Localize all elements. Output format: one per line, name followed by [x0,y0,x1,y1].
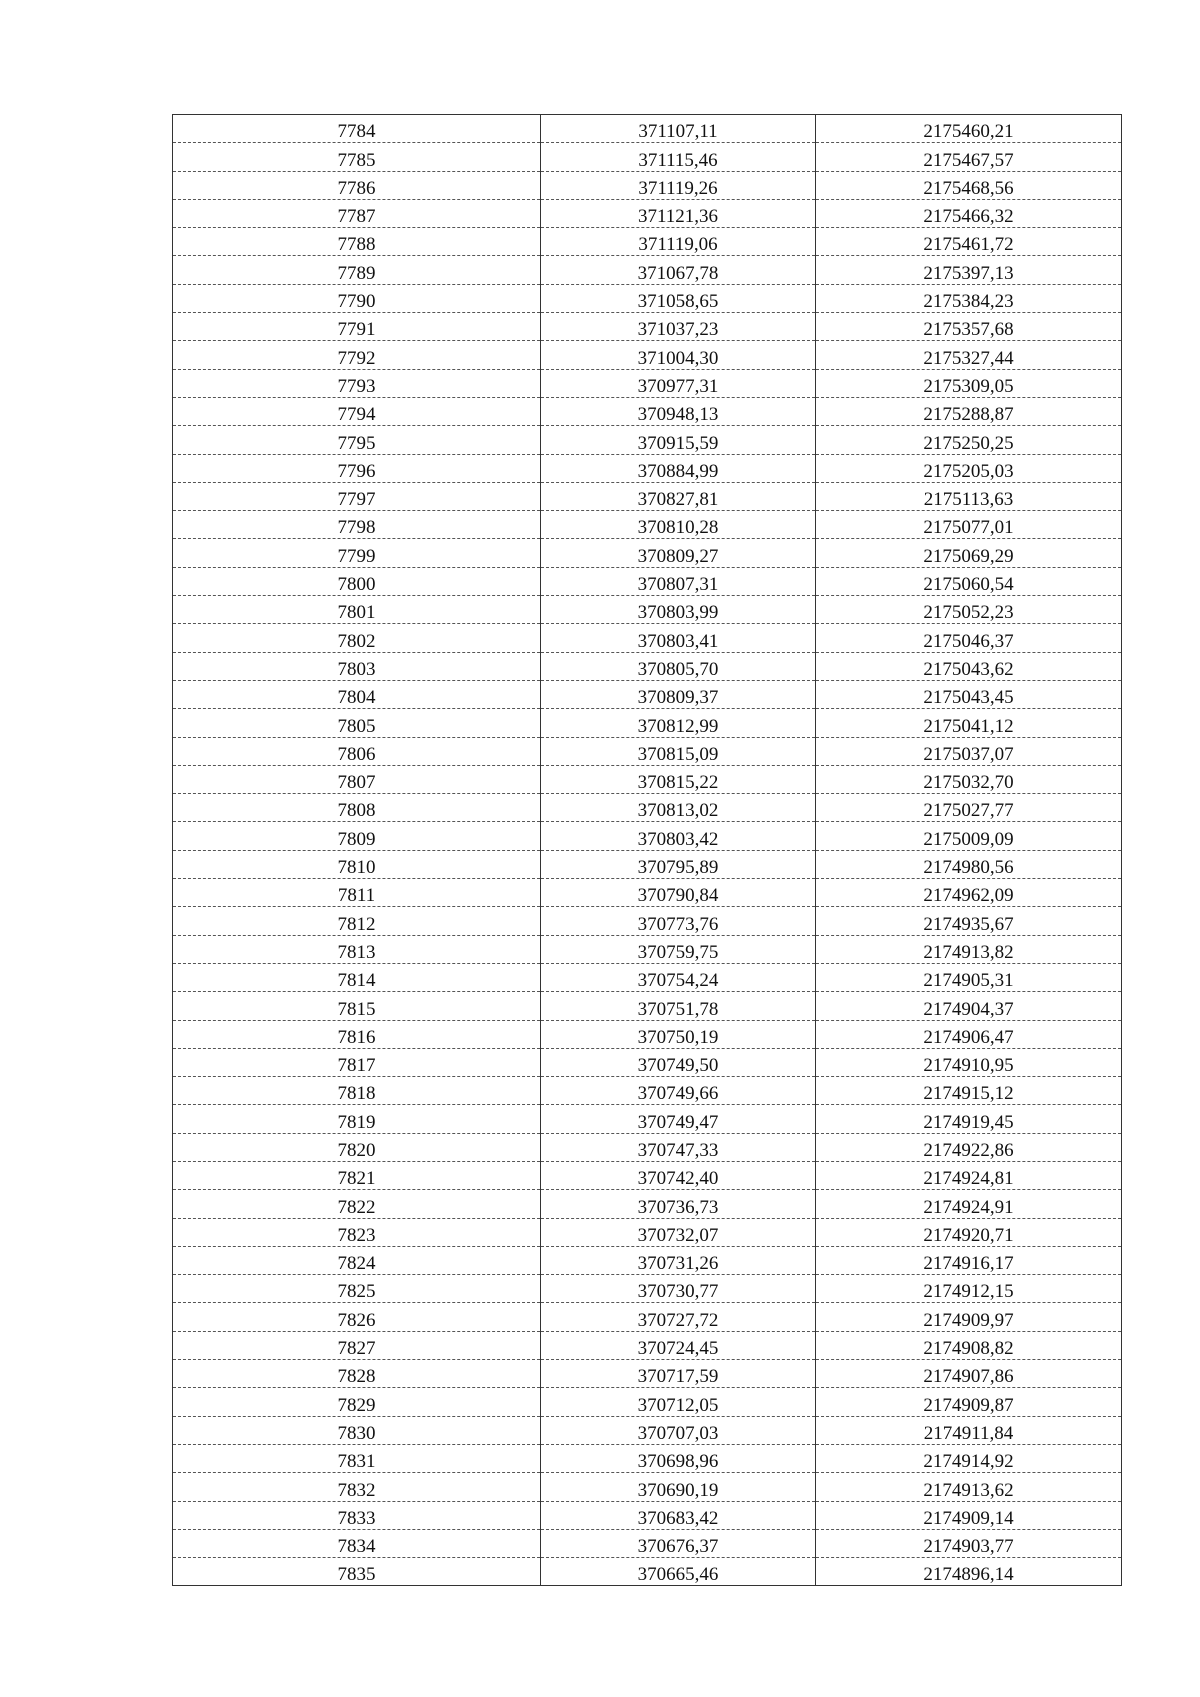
table-row [173,482,1122,510]
point-number-cell: 7799 [173,539,541,567]
y-coordinate-cell: 2174962,09 [816,879,1122,907]
y-coordinate-cell: 2174905,31 [816,963,1122,991]
y-coordinate-cell: 2174906,47 [816,1020,1122,1048]
table-row [173,256,1122,284]
point-number-cell: 7827 [173,1331,541,1359]
y-coordinate-cell: 2175466,32 [816,199,1122,227]
x-coordinate-cell: 371121,36 [541,199,816,227]
table-row [173,369,1122,397]
x-coordinate-cell: 370827,81 [541,482,816,510]
table-row [173,1416,1122,1444]
table-row [173,652,1122,680]
table-row [173,935,1122,963]
y-coordinate-cell: 2174922,86 [816,1133,1122,1161]
y-coordinate-cell: 2175043,45 [816,680,1122,708]
table-row [173,1161,1122,1189]
y-coordinate-cell: 2175384,23 [816,284,1122,312]
point-number-cell: 7817 [173,1048,541,1076]
x-coordinate-cell: 370812,99 [541,709,816,737]
point-number-cell: 7816 [173,1020,541,1048]
y-coordinate-cell: 2175041,12 [816,709,1122,737]
table-row [173,879,1122,907]
point-number-cell: 7822 [173,1190,541,1218]
x-coordinate-cell: 370977,31 [541,369,816,397]
point-number-cell: 7818 [173,1077,541,1105]
point-number-cell: 7833 [173,1501,541,1529]
x-coordinate-cell: 370815,22 [541,765,816,793]
table-row [173,907,1122,935]
y-coordinate-cell: 2175288,87 [816,397,1122,425]
point-number-cell: 7832 [173,1473,541,1501]
x-coordinate-cell: 370948,13 [541,397,816,425]
table-row [173,765,1122,793]
table-row [173,454,1122,482]
x-coordinate-cell: 370698,96 [541,1444,816,1472]
table-row [173,992,1122,1020]
point-number-cell: 7807 [173,765,541,793]
x-coordinate-cell: 371115,46 [541,143,816,171]
x-coordinate-cell: 370803,42 [541,822,816,850]
x-coordinate-cell: 370683,42 [541,1501,816,1529]
table-row [173,539,1122,567]
table-row [173,511,1122,539]
x-coordinate-cell: 370712,05 [541,1388,816,1416]
x-coordinate-cell: 370915,59 [541,426,816,454]
point-number-cell: 7831 [173,1444,541,1472]
table-row [173,1331,1122,1359]
table-row [173,850,1122,878]
table-row [173,143,1122,171]
table-row [173,624,1122,652]
point-number-cell: 7797 [173,482,541,510]
x-coordinate-cell: 370665,46 [541,1558,816,1586]
point-number-cell: 7806 [173,737,541,765]
point-number-cell: 7814 [173,963,541,991]
x-coordinate-cell: 371067,78 [541,256,816,284]
x-coordinate-cell: 370727,72 [541,1303,816,1331]
x-coordinate-cell: 370747,33 [541,1133,816,1161]
point-number-cell: 7830 [173,1416,541,1444]
y-coordinate-cell: 2174910,95 [816,1048,1122,1076]
point-number-cell: 7824 [173,1246,541,1274]
table-row [173,341,1122,369]
y-coordinate-cell: 2174903,77 [816,1529,1122,1557]
y-coordinate-cell: 2174924,81 [816,1161,1122,1189]
y-coordinate-cell: 2174904,37 [816,992,1122,1020]
x-coordinate-cell: 371107,11 [541,115,816,143]
x-coordinate-cell: 370751,78 [541,992,816,1020]
y-coordinate-cell: 2174896,14 [816,1558,1122,1586]
table-row [173,426,1122,454]
table-row [173,822,1122,850]
point-number-cell: 7802 [173,624,541,652]
x-coordinate-cell: 370736,73 [541,1190,816,1218]
table-row [173,963,1122,991]
table-row [173,1218,1122,1246]
table-row [173,1360,1122,1388]
y-coordinate-cell: 2175397,13 [816,256,1122,284]
point-number-cell: 7820 [173,1133,541,1161]
point-number-cell: 7787 [173,199,541,227]
table-row [173,1133,1122,1161]
x-coordinate-cell: 370717,59 [541,1360,816,1388]
table-row [173,228,1122,256]
y-coordinate-cell: 2174915,12 [816,1077,1122,1105]
table-row [173,1077,1122,1105]
y-coordinate-cell: 2174913,82 [816,935,1122,963]
point-number-cell: 7796 [173,454,541,482]
y-coordinate-cell: 2174924,91 [816,1190,1122,1218]
table-row [173,1558,1122,1586]
y-coordinate-cell: 2174919,45 [816,1105,1122,1133]
x-coordinate-cell: 370807,31 [541,567,816,595]
x-coordinate-cell: 370750,19 [541,1020,816,1048]
point-number-cell: 7812 [173,907,541,935]
coordinates-table-body [173,115,1122,1586]
x-coordinate-cell: 370742,40 [541,1161,816,1189]
x-coordinate-cell: 370749,66 [541,1077,816,1105]
y-coordinate-cell: 2175205,03 [816,454,1122,482]
point-number-cell: 7785 [173,143,541,171]
x-coordinate-cell: 370754,24 [541,963,816,991]
point-number-cell: 7826 [173,1303,541,1331]
y-coordinate-cell: 2174912,15 [816,1275,1122,1303]
x-coordinate-cell: 371004,30 [541,341,816,369]
table-row [173,171,1122,199]
y-coordinate-cell: 2175467,57 [816,143,1122,171]
y-coordinate-cell: 2174935,67 [816,907,1122,935]
point-number-cell: 7808 [173,794,541,822]
table-row [173,680,1122,708]
y-coordinate-cell: 2174913,62 [816,1473,1122,1501]
y-coordinate-cell: 2175461,72 [816,228,1122,256]
point-number-cell: 7811 [173,879,541,907]
table-row [173,397,1122,425]
point-number-cell: 7789 [173,256,541,284]
x-coordinate-cell: 370730,77 [541,1275,816,1303]
point-number-cell: 7809 [173,822,541,850]
table-row [173,1388,1122,1416]
y-coordinate-cell: 2175069,29 [816,539,1122,567]
point-number-cell: 7800 [173,567,541,595]
point-number-cell: 7803 [173,652,541,680]
table-row [173,1444,1122,1472]
y-coordinate-cell: 2175027,77 [816,794,1122,822]
point-number-cell: 7834 [173,1529,541,1557]
y-coordinate-cell: 2175077,01 [816,511,1122,539]
table-row [173,1105,1122,1133]
table-row [173,794,1122,822]
x-coordinate-cell: 370809,27 [541,539,816,567]
y-coordinate-cell: 2175309,05 [816,369,1122,397]
x-coordinate-cell: 370690,19 [541,1473,816,1501]
y-coordinate-cell: 2175250,25 [816,426,1122,454]
point-number-cell: 7835 [173,1558,541,1586]
point-number-cell: 7810 [173,850,541,878]
table-row [173,284,1122,312]
table-row [173,709,1122,737]
x-coordinate-cell: 370815,09 [541,737,816,765]
y-coordinate-cell: 2175468,56 [816,171,1122,199]
table-row [173,1190,1122,1218]
table-row [173,313,1122,341]
table-row [173,1303,1122,1331]
x-coordinate-cell: 370810,28 [541,511,816,539]
x-coordinate-cell: 370731,26 [541,1246,816,1274]
y-coordinate-cell: 2175060,54 [816,567,1122,595]
point-number-cell: 7794 [173,397,541,425]
y-coordinate-cell: 2175052,23 [816,596,1122,624]
x-coordinate-cell: 370749,47 [541,1105,816,1133]
table-row [173,1020,1122,1048]
x-coordinate-cell: 370724,45 [541,1331,816,1359]
table-row [173,1275,1122,1303]
x-coordinate-cell: 370803,99 [541,596,816,624]
table-row [173,1473,1122,1501]
point-number-cell: 7825 [173,1275,541,1303]
point-number-cell: 7821 [173,1161,541,1189]
x-coordinate-cell: 371037,23 [541,313,816,341]
y-coordinate-cell: 2174914,92 [816,1444,1122,1472]
y-coordinate-cell: 2174908,82 [816,1331,1122,1359]
y-coordinate-cell: 2174909,14 [816,1501,1122,1529]
y-coordinate-cell: 2174911,84 [816,1416,1122,1444]
y-coordinate-cell: 2175032,70 [816,765,1122,793]
point-number-cell: 7815 [173,992,541,1020]
point-number-cell: 7828 [173,1360,541,1388]
y-coordinate-cell: 2174909,97 [816,1303,1122,1331]
x-coordinate-cell: 370732,07 [541,1218,816,1246]
y-coordinate-cell: 2175046,37 [816,624,1122,652]
point-number-cell: 7813 [173,935,541,963]
point-number-cell: 7788 [173,228,541,256]
table-row [173,199,1122,227]
point-number-cell: 7786 [173,171,541,199]
point-number-cell: 7798 [173,511,541,539]
y-coordinate-cell: 2174920,71 [816,1218,1122,1246]
point-number-cell: 7790 [173,284,541,312]
y-coordinate-cell: 2175327,44 [816,341,1122,369]
y-coordinate-cell: 2175357,68 [816,313,1122,341]
table-row [173,115,1122,143]
x-coordinate-cell: 370676,37 [541,1529,816,1557]
point-number-cell: 7823 [173,1218,541,1246]
table-row [173,1246,1122,1274]
y-coordinate-cell: 2174980,56 [816,850,1122,878]
y-coordinate-cell: 2175037,07 [816,737,1122,765]
x-coordinate-cell: 371119,06 [541,228,816,256]
x-coordinate-cell: 370790,84 [541,879,816,907]
table-row [173,1529,1122,1557]
y-coordinate-cell: 2175009,09 [816,822,1122,850]
coordinates-table [172,114,1122,1586]
x-coordinate-cell: 370809,37 [541,680,816,708]
y-coordinate-cell: 2174916,17 [816,1246,1122,1274]
table-row [173,1048,1122,1076]
point-number-cell: 7784 [173,115,541,143]
x-coordinate-cell: 370805,70 [541,652,816,680]
x-coordinate-cell: 370884,99 [541,454,816,482]
table-row [173,596,1122,624]
point-number-cell: 7801 [173,596,541,624]
point-number-cell: 7792 [173,341,541,369]
x-coordinate-cell: 370749,50 [541,1048,816,1076]
x-coordinate-cell: 370813,02 [541,794,816,822]
point-number-cell: 7793 [173,369,541,397]
y-coordinate-cell: 2174909,87 [816,1388,1122,1416]
x-coordinate-cell: 371119,26 [541,171,816,199]
table-row [173,737,1122,765]
table-row [173,567,1122,595]
y-coordinate-cell: 2175113,63 [816,482,1122,510]
y-coordinate-cell: 2175043,62 [816,652,1122,680]
y-coordinate-cell: 2175460,21 [816,115,1122,143]
x-coordinate-cell: 371058,65 [541,284,816,312]
point-number-cell: 7795 [173,426,541,454]
y-coordinate-cell: 2174907,86 [816,1360,1122,1388]
point-number-cell: 7791 [173,313,541,341]
point-number-cell: 7804 [173,680,541,708]
table-row [173,1501,1122,1529]
point-number-cell: 7805 [173,709,541,737]
x-coordinate-cell: 370773,76 [541,907,816,935]
point-number-cell: 7819 [173,1105,541,1133]
point-number-cell: 7829 [173,1388,541,1416]
x-coordinate-cell: 370759,75 [541,935,816,963]
x-coordinate-cell: 370795,89 [541,850,816,878]
x-coordinate-cell: 370803,41 [541,624,816,652]
x-coordinate-cell: 370707,03 [541,1416,816,1444]
